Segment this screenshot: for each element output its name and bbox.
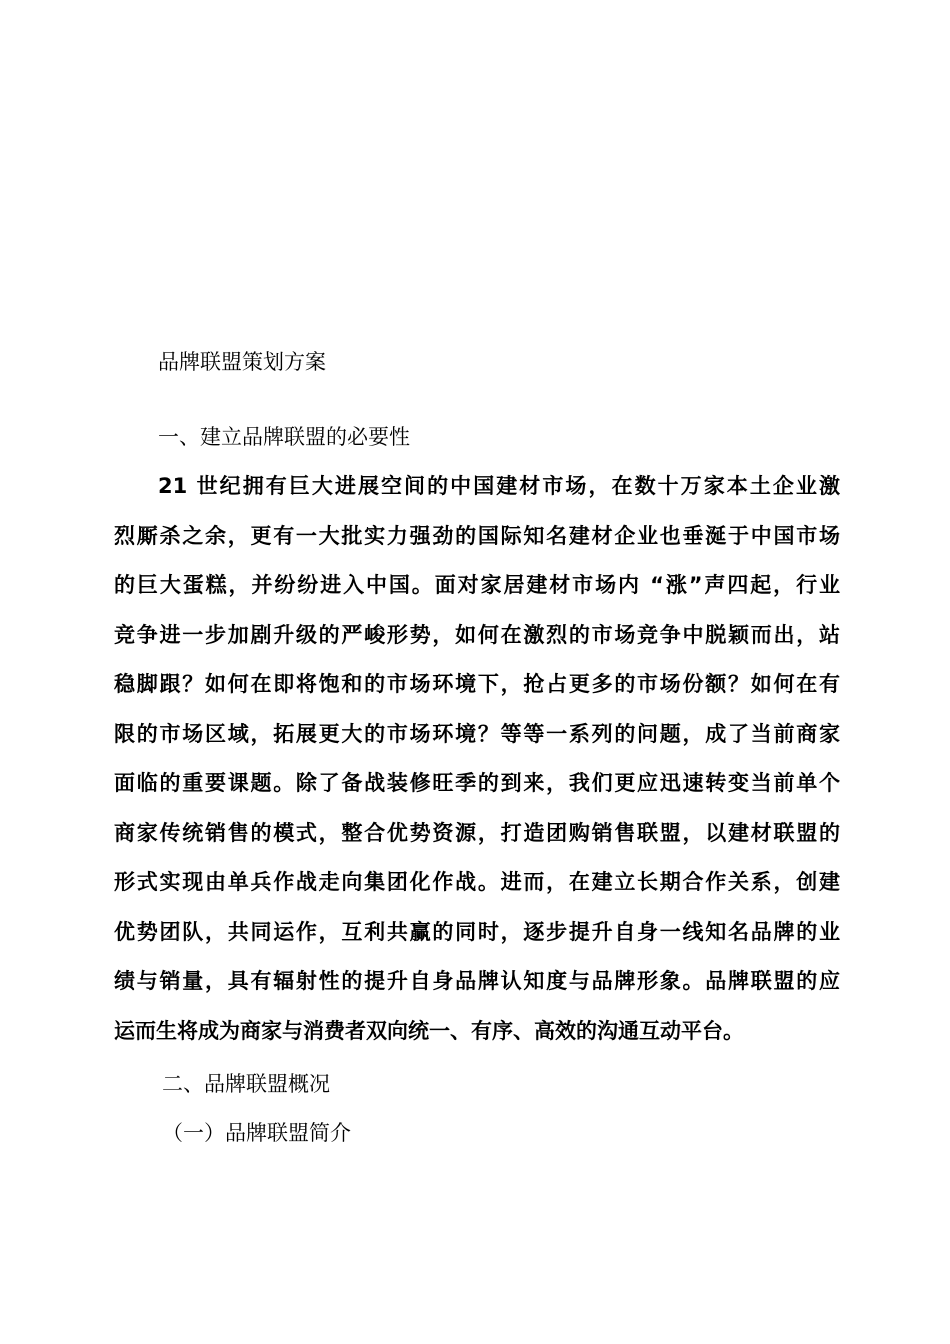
paragraph-line: 优势团队，共同运作，互利共赢的同时，逐步提升自身一线知名品牌的业 xyxy=(114,919,840,944)
subsection-heading-intro: （一）品牌联盟简介 xyxy=(162,1121,351,1145)
body-paragraph xyxy=(114,470,840,1064)
paragraph-line: 的巨大蛋糕，并纷纷进入中国。面对家居建材市场内 “涨”声四起，行业 xyxy=(114,573,840,597)
paragraph-line: 21 世纪拥有巨大进展空间的中国建材市场，在数十万家本土企业激 xyxy=(158,474,840,498)
paragraph-line: 运而生将成为商家与消费者双向统一、有序、高效的沟通互动平台。 xyxy=(114,1018,744,1043)
paragraph-line: 竞争进一步加剧升级的严峻形势，如何在激烈的市场竞争中脱颖而出，站 xyxy=(114,622,840,647)
paragraph-line: 稳脚跟？如何在即将饱和的市场环境下，抢占更多的市场份额？如何在有 xyxy=(114,672,840,696)
paragraph-line: 商家传统销售的模式，整合优势资源，打造团购销售联盟，以建材联盟的 xyxy=(114,820,840,845)
paragraph-line: 面临的重要课题。除了备战装修旺季的到来，我们更应迅速转变当前单个 xyxy=(114,771,840,795)
paragraph-line: 绩与销量，具有辐射性的提升自身品牌认知度与品牌形象。品牌联盟的应 xyxy=(114,969,840,993)
paragraph-line: 限的市场区域，拓展更大的市场环境？等等一系列的问题，成了当前商家 xyxy=(114,721,840,746)
paragraph-line: 烈厮杀之余，更有一大批实力强劲的国际知名建材企业也垂涎于中国市场 xyxy=(114,523,840,548)
section-heading-necessity: 一、建立品牌联盟的必要性 xyxy=(158,425,410,449)
document-title: 品牌联盟策划方案 xyxy=(158,350,326,374)
section-heading-overview: 二、品牌联盟概况 xyxy=(162,1072,330,1096)
paragraph-line: 形式实现由单兵作战走向集团化作战。进而，在建立长期合作关系，创建 xyxy=(114,870,840,894)
